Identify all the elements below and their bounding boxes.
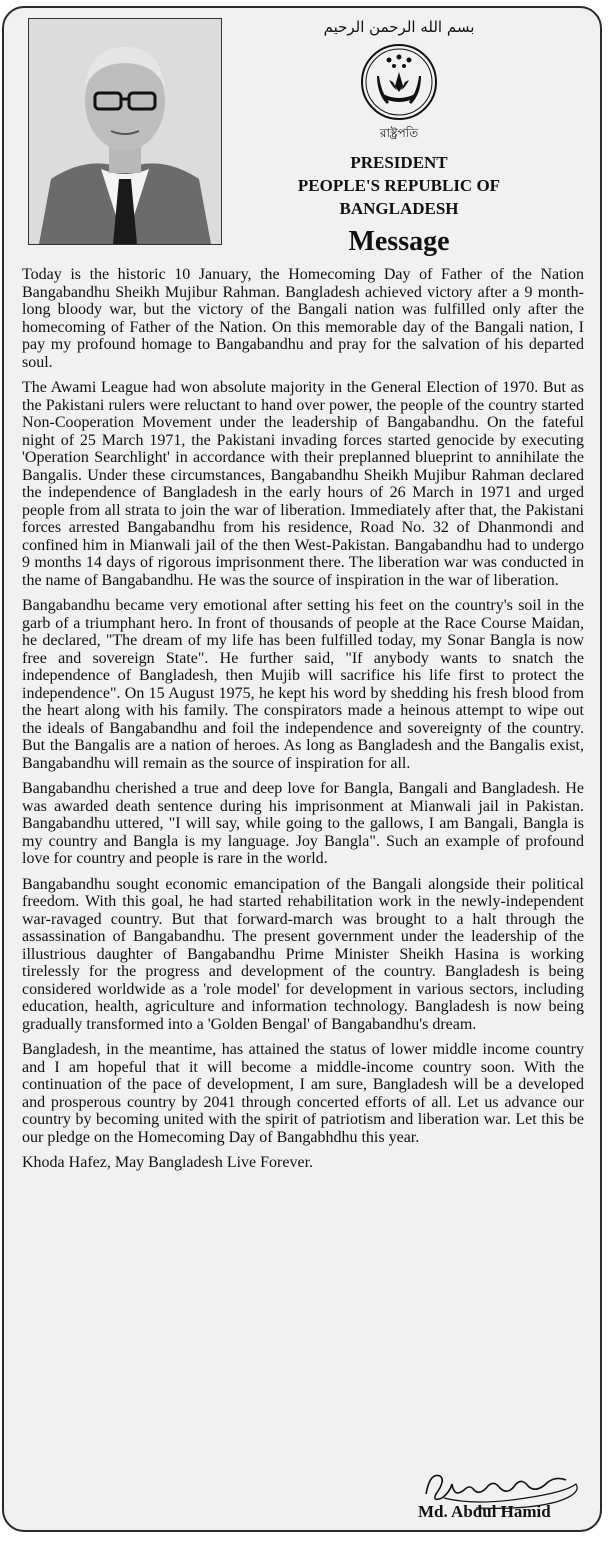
message-heading: Message bbox=[348, 226, 450, 257]
signatory-name: Md. Abdul Hamid bbox=[418, 1502, 551, 1521]
message-body bbox=[22, 266, 584, 1180]
national-emblem-icon bbox=[359, 42, 439, 122]
paragraph-closing: Khoda Hafez, May Bangladesh Live Forever. bbox=[22, 1154, 314, 1171]
paragraph-homecoming: Today is the historic 10 January, the Homecoming Day of Father of the Nation Bangabandhu Sheikh Mujibur Rahman. Bangladesh achieved victory after a 9 month-long bloody war, but the victory of the Bangali nation was fulfilled only after the homecoming of Father of the Nation. On this memorable day of the Bangali nation, I pay my profound homage to Bangabandhu and pray for the salvation of his departed soul. bbox=[22, 266, 584, 371]
header bbox=[274, 16, 524, 258]
bismillah-calligraphy: بسم الله الرحمن الرحيم bbox=[323, 18, 475, 36]
title-country: BANGLADESH bbox=[339, 199, 459, 218]
president-portrait bbox=[28, 18, 222, 245]
paragraph-development: Bangabandhu sought economic emancipation of the Bangali alongside their political freedom. With this goal, he had started rehabilitation work in the newly-independent war-ravaged country. But that forward-march was brought to a halt through the assassination of Bangabandhu. The present government under the leadership of the illustrious daughter of Bangabandhu Prime Minister Sheikh Hasina is working tirelessly for the progress and development of the country. Bangladesh is being considered worldwide as a 'role model' for development in various sectors, including education, health, agriculture and information technology. Bangladesh is now being gradually transformed into a 'Golden Bengal' of Bangabandhu's dream. bbox=[22, 875, 584, 1033]
emblem-caption: রাষ্ট্রপতি bbox=[379, 126, 419, 140]
paragraph-future: Bangladesh, in the meantime, has attained the status of lower middle income country and I am hopeful that it will become a middle-income country soon. With the continuation of the pace of development, I am sure, Bangladesh will be a developed and prosperous country by 2041 through concerted efforts of all. Let us advance our country by becoming united with the spirit of patriotism and liberation war. Let this be our pledge on the Homecoming Day of Bangabhdhu this year. bbox=[22, 1041, 584, 1146]
title-president: PRESIDENT bbox=[350, 153, 448, 172]
portrait-image bbox=[29, 19, 221, 244]
paragraph-love-for-bangla: Bangabandhu cherished a true and deep love for Bangla, Bangali and Bangladesh. He was awarded death sentence during his imprisonment at Mianwali jail in Pakistan. Bangabandhu uttered, "I will say, while going to the gallows, I am Bangali, Bangla is my country and Bangla is my language. Joy Bangla". Such an example of profound love for country and people is rare in the world. bbox=[22, 780, 584, 867]
paragraph-liberation-war: The Awami League had won absolute majority in the General Election of 1970. But as the Pakistani rulers were reluctant to hand over power, the people of the country started Non-Cooperation Movement under the leadership of Bangabandhu. On the fateful night of 25 March 1971, the Pakistani invading forces started genocide by executing 'Operation Searchlight' in accordance with their preplanned blueprint to annihilate the Bangalis. Under these circumstances, Bangabandhu Sheikh Mujibur Rahman declared the independence of Bangladesh in the early hours of 26 March in 1971 and urged people from all strata to join the war of liberation. Immediately after that, the Pakistani forces arrested Bangabandhu from his residence, Road No. 32 of Dhanmondi and confined him in Mianwali jail of the then West-Pakistan. Bangabandhu had to undergo 9 months 14 days of rigorous imprisonment there. The liberation war was conducted in the name of Bangabandhu. He was the source of inspiration in the war of liberation. bbox=[22, 379, 584, 589]
title-republic: PEOPLE'S REPUBLIC OF bbox=[297, 176, 501, 195]
message-frame bbox=[2, 6, 602, 1532]
paragraph-return: Bangabandhu became very emotional after setting his feet on the country's soil in the garb of a triumphant hero. In front of thousands of people at the Race Course Maidan, he declared, "The dream of my life has been fulfilled today, my Sonar Bangla is now free and sovereign State". He further said, "If anybody wants to snatch the independence of Bangladesh, then Mujib will sacrifice his life first to protect the independence". On 15 August 1975, he kept his word by shedding his fresh blood from the heart along with his family. The conspirators made a heinous attempt to wipe out the ideals of Bangabandhu and foil the independence and sovereignty of the country. But the Bangalis are a nation of heroes. As long as Bangladesh and the Bangalis exist, Bangabandhu will remain as the source of inspiration for all. bbox=[22, 597, 584, 772]
